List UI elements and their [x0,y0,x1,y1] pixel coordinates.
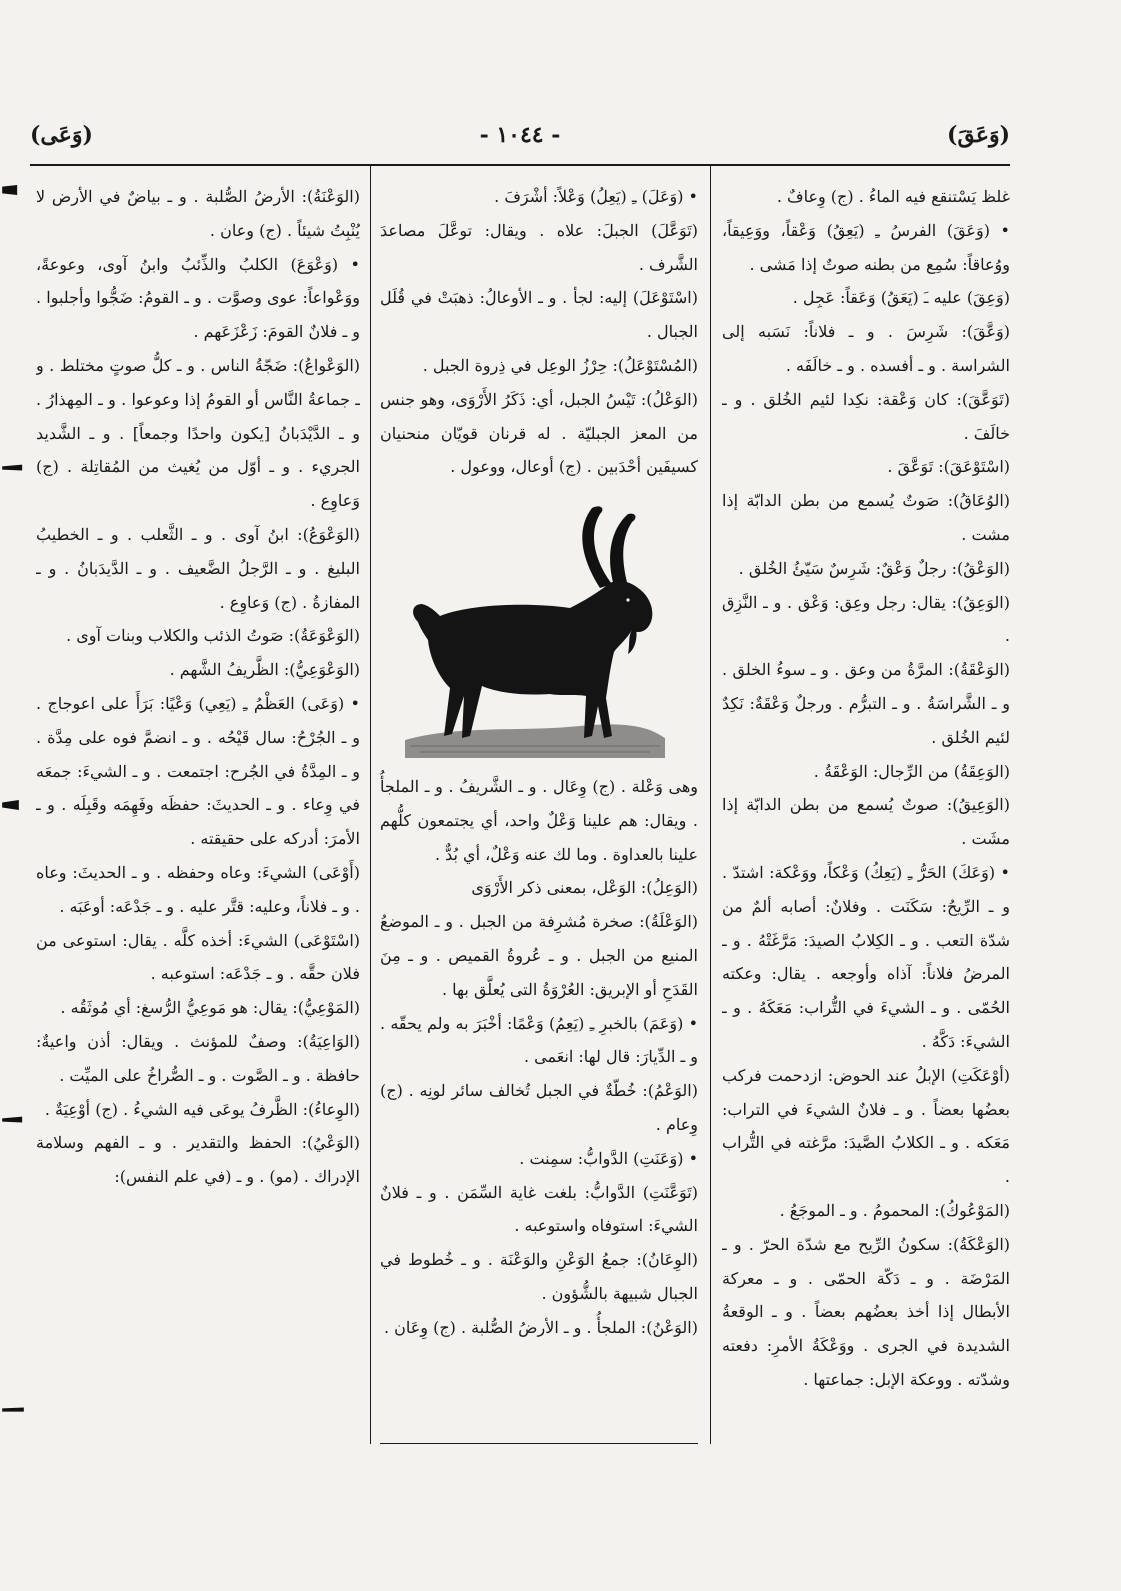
margin-mark-icon [0,463,26,473]
column-middle-top [380,180,698,500]
entry: (اسْتَوْعَى) الشيءَ: أخذه كلَّه . يقال: استوعى من فلان حقَّه . و ـ جَدْعَه: استوعبه . [36,930,360,984]
entry: (الوَعْيُ): الحفظ والتقدير . و ـ الفهم وسلامة الإدراك . (مو) . و ـ (في علم النفس): [36,1133,360,1187]
entry: (الوَعْوَعَةُ): صَوتُ الذئب والكلاب وبنات آوى . [66,626,360,646]
margin-mark-icon [0,1115,26,1125]
entry: (اسْتَوْعَلَ) إليه: لجأ . و ـ الأوعالُ: ذهبَتْ في قُلَل الجبال . [380,288,698,342]
entry: • (وَعَلَ) ـِ (يَعِلُ) وَعْلاً: أشْرَفَ . [494,187,698,206]
entry: • (وَعَمَ) بالخبرِ ـِ (يَعِمُ) وَعْمًا: أخْبَرَ به ولم يحقّه . و ـ الدِّيارَ: قال لها: انعَمى . [380,1013,698,1067]
header-right-word: (وَعَقَ) [947,122,1010,148]
entry: (الوَعِقَةُ) من الرِّجال: الوَعْقَةُ . [813,761,1010,781]
entry: (الوَعْلَةُ): صخرة مُشرِفة من الجبل . و ـ الموضعُ المنيع من الجبل . و ـ عُروةُ القميص . و ـ مِنَ القَدَحِ أو الإبريق: العُرْوَةُ التى يُعلَّق بها . [380,912,698,999]
entry: (تَوَعَّنَتِ) الدَّوابُّ: بلغت غاية السِّمَن . و ـ فلانٌ الشيءَ: استوفاه واستوعبه . [380,1182,698,1236]
entry: وهى وَعْلة . (ج) وِعَال . و ـ الشَّريفُ . و ـ الملجأُ . ويقال: هم علينا وَعْلٌ واحد، أي يجتمعون كلُّهم علينا بالعداوة . وما لك عنه وَعْلٌ، أي بُدٌّ . [380,777,698,864]
entry: (الوِعاءُ): الظَّرفُ يوعَى فيه الشيءُ . (ج) أوْعِيَةٌ . [44,1099,360,1119]
page-number: - ١٠٤٤ - [479,122,561,148]
entry: (الوَعْلُ): تَيْسُ الجبل، أي: ذَكَرُ الأَرْوَى، وهو جنس من المعز الجبليّة . له قرنان قويّان منحنيان كسيفَين أحْدَبين . (ج) أوعال، ووعول . [380,389,698,477]
margin-mark-icon [0,800,26,810]
column-left [36,180,360,1440]
entry: (الوُعَاقُ): صَوتٌ يُسمع من بطن الدابّة إذا مشت . [722,491,1010,544]
entry: (الوَعْكَةُ): سكونُ الرِّيح مع شدّة الحرّ . و ـ المَرْضَة . و ـ دَكّة الحمّى . و ـ معركة الأبطال إذا أخذ بعضُهم بعضاً . و ـ الوقعةُ الشديدة في الجرى . ووَعْكَةُ الأمرِ: دفعته وشدّته . ووعكة الإبل: جماعتها . [722,1234,1010,1389]
entry: (الوَعْواعُ): ضَجّةُ الناس . و ـ كلُّ صوتٍ مختلط . و ـ جماعةُ النَّاس أو القومُ إذا وعوعوا . و ـ المِهذارُ . و ـ الدَّيْدَبانُ [يكون واحدًا وجمعاً] . و ـ الشَّديد الجريء . و ـ أوّل من يُغيث من المُقاتِلة . (ج) وَعاوِع . [36,355,360,511]
page-header [30,122,1010,158]
entry: (الوَعْقُ): رجلٌ وَعْقٌ: شَرِسٌ سَيّئُ الخُلق . [738,558,1010,578]
entry: (الوَعْوَعِيُّ): الظَّريفُ الشَّهم . [169,660,360,680]
margin-mark-icon [0,1405,26,1415]
entry: (أوْعَكَتِ) الإبلُ عند الحوض: ازدحمت فركب بعضُها بعضاً . و ـ فلانٌ الشيءَ في التراب: مَعَكه . و ـ الكلابُ الصَّيدَ: مرَّغته في التُّراب . [722,1065,1010,1187]
entry: (اسْتَوْعَقَ): تَوَعَّقَ . [887,457,1010,477]
column-divider-left [370,164,371,1444]
column-divider-right [710,164,711,1444]
entry: • (وَعَكَ) الحَرُّ ـِ (يَعِكُ) وَعْكاً، ووَعْكة: اشتدّ . و ـ الرِّيحُ: سَكَنَت . وفلانٌ: أصابه ألمٌ من شدّة التعب . و ـ الكِلابُ الصيدَ: مَرَّغَتْهُ . و ـ المرضُ فلاناً: آذاه وأوجعه . يقال: وعكته الحُمّى . و ـ الشيءَ في التُّراب: مَعَكَهُ . و ـ الشيءَ: دَكَّهُ . [722,862,1010,1051]
column-middle-bottom [380,770,698,1450]
margin-mark-icon [0,185,26,195]
entry: (تَوَعَّقَ): كان وَعْقة: نكِدا لئيم الخُلق . و ـ خالَفَ . [722,389,1010,443]
entry: (تَوَعَّلَ) الجبلَ: علاه . ويقال: توعَّلَ مصاعدَ الشَّرف . [380,220,698,274]
entry: • (وَعَقَ) الفرسُ ـِ (يَعِقُ) وَعْقاً، ووَعِيقاً، ووُعاقاً: سُمِع من بطنه صوتٌ إذا مَشى . [722,220,1010,274]
ibex-illustration-icon [400,500,670,762]
entry: (وَعَّقَ): شَرِسَ . و ـ فلاناً: نَسَبه إلى الشراسة . و ـ أفسده . و ـ خالَفَه . [722,322,1010,375]
entry: (وَعِقَ) عليه ـَ (يَعَقُ) وَعَقاً: عَجِل . [792,288,1010,308]
entry: (الوَعْنُ): الملجأُ . و ـ الأرضُ الصُّلبة . (ج) وِعَان . [383,1317,698,1337]
entry: (الوَعْمُ): خُطّةٌ في الجبل تُخالف سائر لونِه . (ج) وِعام . [380,1081,698,1134]
entry: (المَوْعُوكُ): المحمومُ . و ـ الموجَعُ . [779,1200,1010,1220]
entry: (الوَاعِيَةُ): وصفٌ للمؤنث . ويقال: أذن واعيةٌ: حافظة . و ـ الصَّوت . و ـ الصُّراخُ على الميِّت . [36,1031,360,1085]
entry: • (وَعَى) العَظْمُ ـِ (يَعِي) وَعْيًا: بَرَأَ على اعوجاج . و ـ الجُرْحُ: سال قَيْحُه . و ـ انضمَّ فوه على مِدَّة . و ـ المِدَّةُ في الجُرح: اجتمعت . و ـ الشيءَ: جمعَه في وِعاء . و ـ الحديثَ: حفظَه وفَهِمَه وقَبِلَه . و ـ الأمرَ: أدركه على حقيقته . [36,693,360,849]
entry: (الوَعْنَةُ): الأرضُ الصُّلبة . و ـ بياضٌ في الأرض لا يُنْبِتُ شيئاً . (ج) وعان . [36,187,360,240]
entry: (الوَعْقَةُ): المرَّةُ من وعق . و ـ سوءُ الخلق . و ـ الشَّراسَةُ . و ـ التبرُّم . ورجلٌ وَعْقَةٌ: نَكِدٌ لئيم الخُلق . [722,660,1010,747]
entry: (الوَعِلُ): الوَعْل، بمعنى ذكر الأَرْوَى [471,878,698,898]
entry: • (وَعَنَتِ) الدَّوابُّ: سمِنت . [519,1148,698,1168]
entry: غلظ يَسْتنقع فيه الماءُ . (ج) وِعافٌ . [776,187,1010,206]
header-rule [30,164,1010,166]
entry: • (وَعْوَعَ) الكلبُ والذِّئبُ وابنُ آوى، وعوعةً، ووَعْواعاً: عوى وصوَّت . و ـ القومُ: ضَجُّوا وأجلبوا . و ـ فلانٌ القومَ: زَعْزَعَهم . [36,254,360,342]
entry: (الوَعِيقُ): صوتٌ يُسمع من بطن الدابّة إذا مشَت . [722,795,1010,849]
header-left-word: (وَعَى) [30,122,93,148]
entry: (المُسْتَوْعَلُ): حِرْزُ الوعِل في ذِروة الجبل . [422,355,698,375]
entry: (المَوْعِيُّ): يقال: هو مَوعِيُّ الرُّسغ: أي مُوثَقُه . [60,998,360,1018]
entry: (الوَعِقُ): يقال: رجل وعِق: وَعْق . و ـ النَّزِق . [722,592,1010,646]
entry: (أَوْعَى) الشيءَ: وعاه وحفظه . و ـ الحديثَ: وعاه . و ـ فلاناً، وعليه: قتَّر عليه . و ـ جَدْعَه: أوعَبَه . [36,862,360,916]
column-right [722,180,1010,1440]
entry: (الوِعَانُ): جمعُ الوَعْنِ والوَعْنَة . و ـ خُطوط في الجبال شبيهة بالشُّؤون . [380,1250,698,1303]
bottom-rule [380,1443,698,1444]
entry: (الوَعْوَعُ): ابنُ آوى . و ـ الثَّعلب . و ـ الخطيبُ البليغ . و ـ الرَّجلُ الضَّعيف . و ـ الدَّيدَبانُ . و ـ المفازةُ . (ج) وَعاوِع . [36,524,360,612]
